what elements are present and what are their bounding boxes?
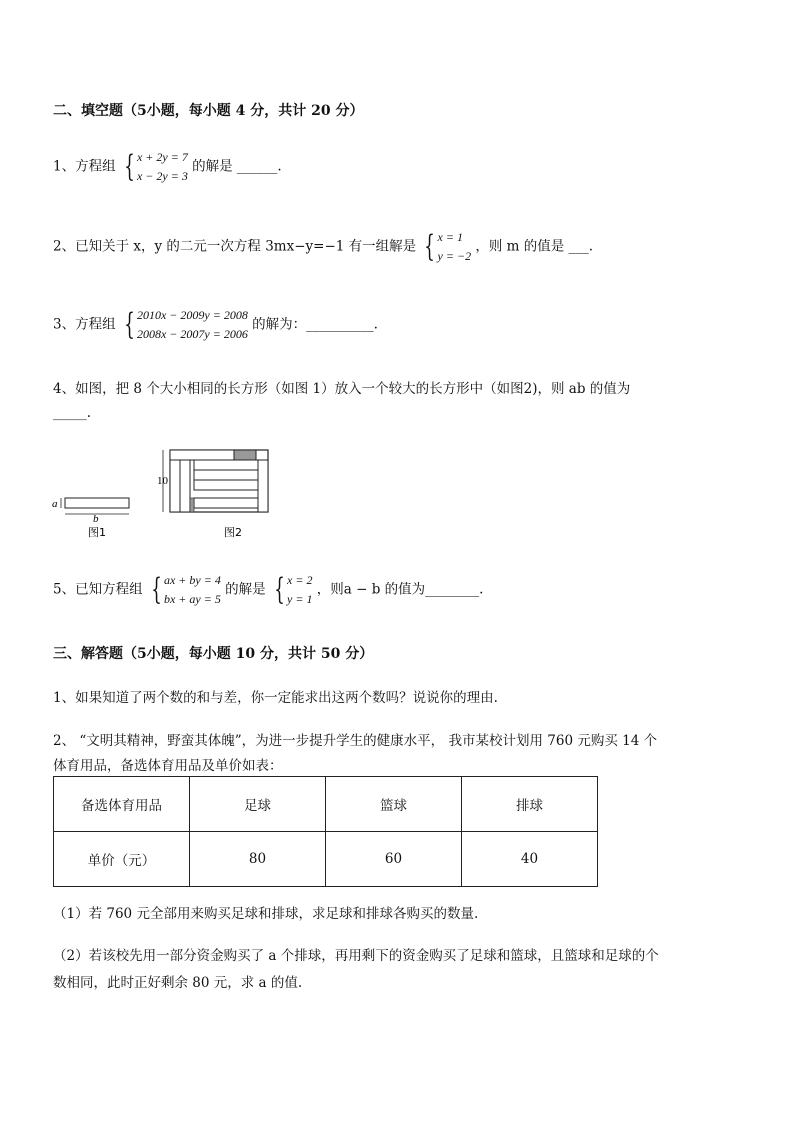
table-header-cell: 篮球	[326, 777, 462, 832]
q1-system	[120, 148, 188, 186]
table-row	[54, 832, 598, 887]
q3-suffix: 的解为：__________.	[252, 316, 378, 333]
fig2-gap-bottom	[190, 498, 194, 512]
question-2-3	[53, 306, 378, 344]
q3-eq1: 2010x − 2009y = 2008	[136, 308, 248, 322]
price-table	[53, 776, 598, 887]
brace-icon: {	[424, 229, 436, 264]
q5-system-2	[270, 571, 313, 609]
fig2-horiz-rect-4	[194, 498, 258, 508]
question-3-2-sub2-line2: 数相同，此时正好剩余 80 元，求 a 的值.	[53, 975, 303, 991]
fig1-label-b: b	[93, 513, 99, 525]
fig2-label-10: 10	[157, 475, 168, 487]
section3-title: 三、解答题（5小题，每小题 10 分，共计 50 分）	[53, 646, 374, 662]
question-3-2-sub1: （1）若 760 元全部用来购买足球和排球，求足球和排球各购买的数量.	[53, 906, 479, 922]
fig2-caption: 图2	[224, 526, 242, 539]
table-header-cell: 足球	[190, 777, 326, 832]
q1-suffix: 的解是 ______.	[192, 158, 282, 175]
q5-eq1: ax + by = 4	[163, 573, 221, 587]
q3-prefix: 3、方程组	[53, 316, 116, 333]
q2-eq1: x = 1	[437, 230, 463, 244]
q2-eq2: y = −2	[437, 249, 472, 263]
question-2-5	[53, 571, 483, 609]
fig2-vert-rect-1	[170, 460, 180, 512]
q1-prefix: 1、方程组	[53, 158, 116, 175]
table-cell: 60	[326, 832, 462, 887]
q5-prefix: 5、已知方程组	[53, 581, 143, 598]
q5-suffix: ，则a − b 的值为________.	[316, 581, 484, 598]
question-3-2-line2: 体育用品，备选体育用品及单价如表：	[53, 758, 283, 774]
section2-title: 二、填空题（5小题，每小题 4 分，共计 20 分）	[53, 103, 364, 119]
q1-eq1: x + 2y = 7	[136, 150, 188, 164]
q2-prefix: 2、已知关于 x，y 的二元一次方程 3mx−y=−1 有一组解是	[53, 238, 417, 255]
q4-line1: 4、如图，把 8 个大小相同的长方形（如图 1）放入一个较大的长方形中（如图2)，则 ab 的值为	[53, 381, 631, 397]
brace-icon: {	[151, 572, 162, 607]
question-2-1	[53, 148, 282, 186]
fig1-caption: 图1	[88, 526, 106, 539]
fig1-rectangle	[65, 498, 129, 508]
q2-suffix: ，则 m 的值是 ___.	[475, 238, 594, 255]
q2-system	[420, 228, 471, 266]
q3-system	[120, 306, 248, 344]
question-2-2	[53, 228, 593, 266]
fig2-horiz-rect-1	[194, 460, 258, 470]
fig2-vert-rect-3	[258, 460, 268, 512]
question-3-2-sub2-line1: （2）若该校先用一部分资金购买了 a 个排球，再用剩下的资金购买了足球和篮球，且篮球和足球的个	[53, 948, 659, 964]
q3-eq2: 2008x − 2007y = 2006	[136, 327, 248, 341]
table-cell: 单价（元）	[54, 832, 190, 887]
q5-eq3: x = 2	[287, 573, 313, 587]
fig2-horiz-rect-3	[194, 480, 258, 490]
brace-icon: {	[124, 307, 135, 342]
question-3-2-line1: 2、 “文明其精神，野蛮其体魄”，为进一步提升学生的健康水平， 我市某校计划用 760 元购买 14 个	[53, 733, 658, 749]
q4-line2: _____.	[53, 405, 92, 421]
figure-svg	[48, 444, 278, 540]
fig1-label-a: a	[52, 498, 58, 510]
q5-eq2: bx + ay = 5	[163, 592, 221, 606]
fig2-top-rect	[170, 450, 234, 460]
question-3-1: 1、如果知道了两个数的和与差，你一定能求出这两个数吗？说说你的理由.	[53, 690, 498, 706]
table-row	[54, 777, 598, 832]
brace-icon: {	[274, 572, 285, 607]
fig2-horiz-rect-2	[194, 470, 258, 480]
q5-mid: 的解是	[225, 581, 266, 598]
figure-rectangles	[48, 444, 278, 540]
fig2-gap-top	[234, 450, 256, 460]
table-cell: 80	[190, 832, 326, 887]
q5-eq4: y = 1	[287, 592, 313, 606]
brace-icon: {	[124, 149, 135, 184]
q1-eq2: x − 2y = 3	[136, 169, 188, 183]
table-header-cell: 备选体育用品	[54, 777, 190, 832]
table-cell: 40	[462, 832, 598, 887]
q5-system-1	[147, 571, 221, 609]
table-header-cell: 排球	[462, 777, 598, 832]
fig2-vert-rect-2	[180, 460, 190, 512]
